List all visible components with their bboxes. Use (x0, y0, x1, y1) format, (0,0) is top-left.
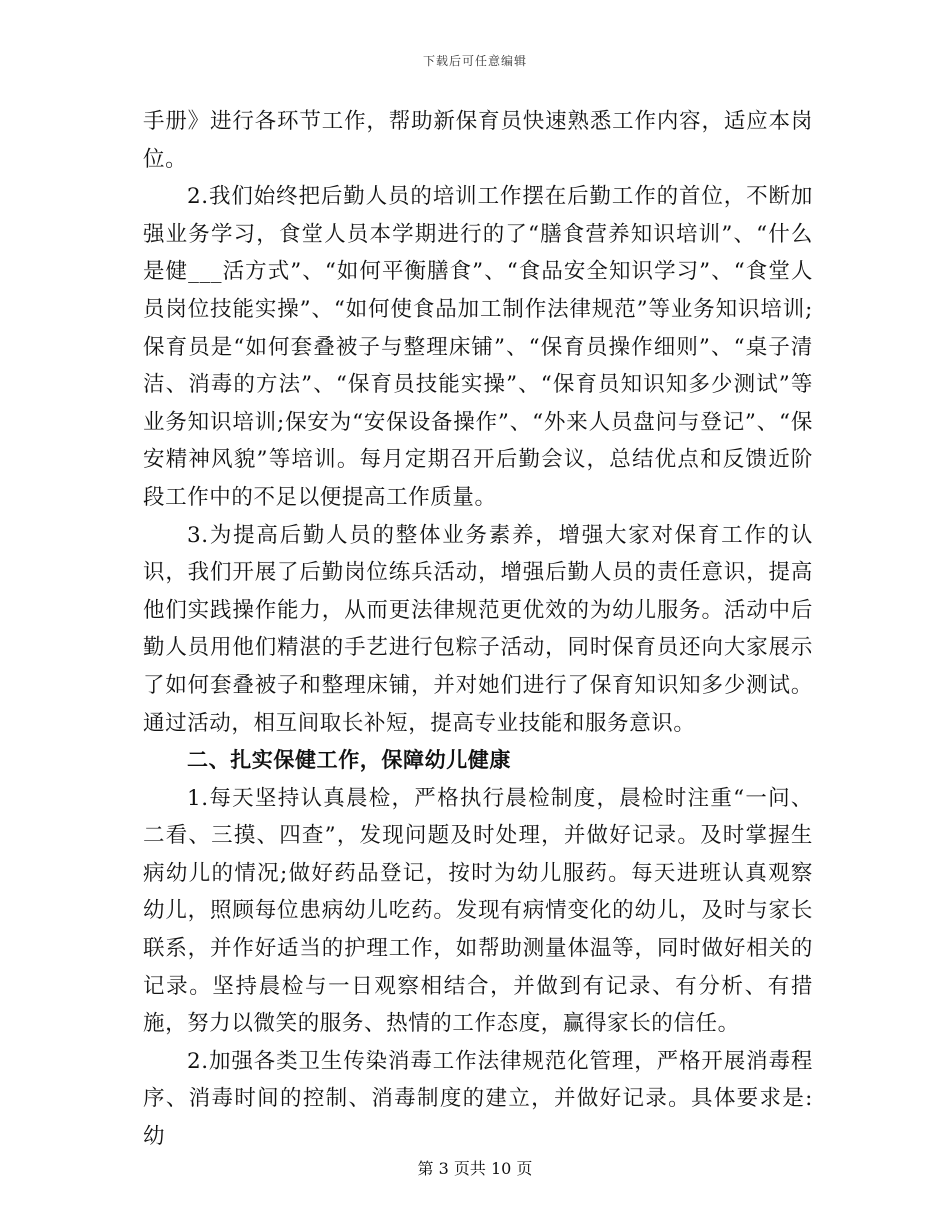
paragraph-continuation: 手册》进行各环节工作，帮助新保育员快速熟悉工作内容，适应本岗位。 (143, 109, 813, 172)
paragraph-disinfection: 2.加强各类卫生传染消毒工作法律规范化管理，严格开展消毒程序、消毒时间的控制、消毒制度的建立，并做好记录。具体要求是:幼 (143, 1048, 813, 1150)
page-footer: 第 3 页共 10 页 (417, 1159, 533, 1178)
paragraph-morning-check: 1.每天坚持认真晨检，严格执行晨检制度，晨检时注重“一问、二看、三摸、四查”，发现问题及时处理，并做好记录。及时掌握生病幼儿的情况;做好药品登记，按时为幼儿服药。每天进班认真观察幼儿，照顾每位患病幼儿吃药。发现有病情变化的幼儿，及时与家长联系，并作好适当的护理工作，如帮助测量体温等，同时做好相关的记录。坚持晨检与一日观察相结合，并做到有记录、有分析、有措施，努力以微笑的服务、热情的工作态度，赢得家长的信任。 (143, 785, 813, 1037)
section-heading: 二、扎实保健工作，保障幼儿健康 (187, 748, 511, 773)
paragraph-drill-activity: 3.为提高后勤人员的整体业务素养，增强大家对保育工作的认识，我们开展了后勤岗位练兵活动，增强后勤人员的责任意识，提高他们实践操作能力，从而更法律规范更优效的为幼儿服务。活动中后勤人员用他们精湛的手艺进行包粽子活动，同时保育员还向大家展示了如何套叠被子和整理床铺，并对她们进行了保育知识知多少测试。通过活动，相互间取长补短，提高专业技能和服务意识。 (143, 522, 813, 736)
page-header: 下载后可任意编辑 (422, 54, 527, 68)
paragraph-training: 2.我们始终把后勤人员的培训工作摆在后勤工作的首位，不断加强业务学习，食堂人员本学期进行的了“膳食营养知识培训”、“什么是健___活方式”、“如何平衡膳食”、“食品安全知识学习”、“食堂人员岗位技能实操”、“如何使食品加工制作法律规范”等业务知识培训;保育员是“如何套叠被子与整理床铺”、“保育员操作细则”、“桌子清洁、消毒的方法”、“保育员技能实操”、“保育员知识知多少测试”等业务知识培训;保安为“安保设备操作”、“外来人员盘问与登记”、“保安精神风貌”等培训。每月定期召开后勤会议，总结优点和反馈近阶段工作中的不足以便提高工作质量。 (143, 184, 813, 510)
document-body (143, 103, 813, 1156)
